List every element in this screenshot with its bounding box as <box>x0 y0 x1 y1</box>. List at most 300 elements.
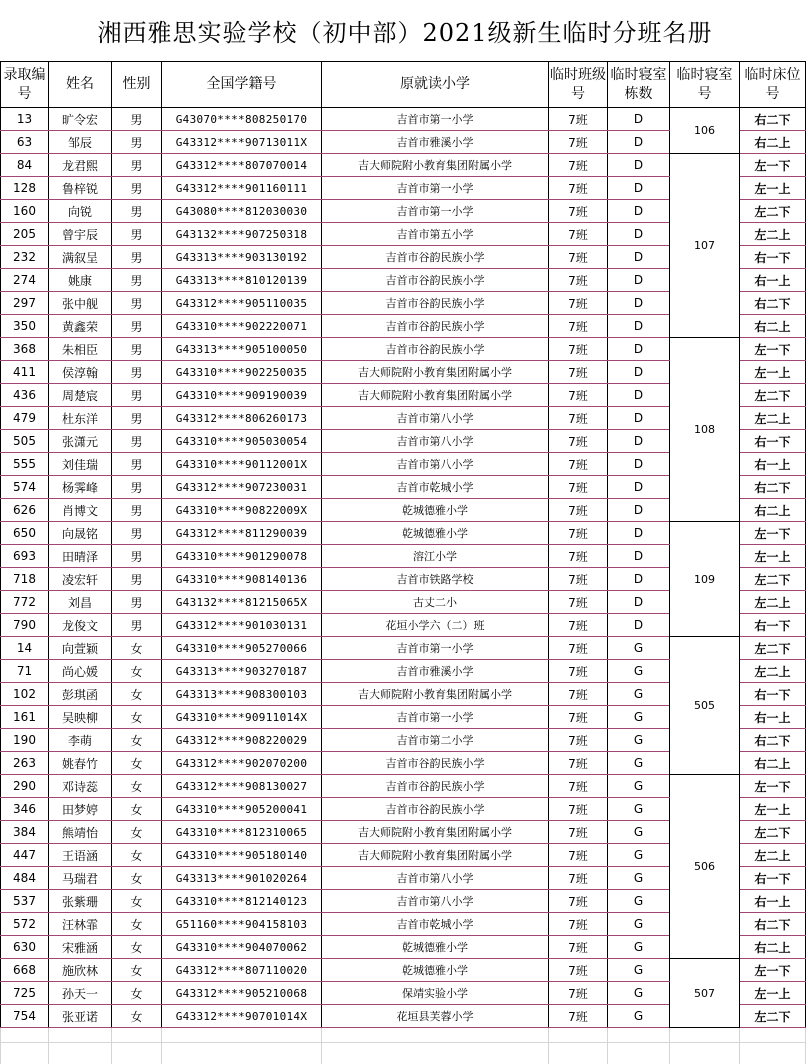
class-cell[interactable]: 7班 <box>549 315 608 338</box>
admit-no-cell[interactable]: 484 <box>1 867 49 890</box>
national-id-cell[interactable]: G43312****811290039 <box>162 522 322 545</box>
gender-cell[interactable]: 女 <box>112 913 162 936</box>
national-id-cell[interactable]: G43310****90112001X <box>162 453 322 476</box>
admit-no-cell[interactable]: 505 <box>1 430 49 453</box>
class-cell[interactable]: 7班 <box>549 821 608 844</box>
gender-cell[interactable]: 女 <box>112 775 162 798</box>
class-cell[interactable]: 7班 <box>549 568 608 591</box>
bed-cell[interactable]: 右一上 <box>740 269 806 292</box>
admit-no-cell[interactable]: 436 <box>1 384 49 407</box>
class-cell[interactable]: 7班 <box>549 729 608 752</box>
national-id-cell[interactable]: G43132****81215065X <box>162 591 322 614</box>
national-id-cell[interactable]: G43312****901030131 <box>162 614 322 637</box>
class-cell[interactable]: 7班 <box>549 476 608 499</box>
admit-no-cell[interactable]: 572 <box>1 913 49 936</box>
admit-no-cell[interactable]: 384 <box>1 821 49 844</box>
admit-no-cell[interactable]: 479 <box>1 407 49 430</box>
gender-cell[interactable]: 男 <box>112 614 162 637</box>
gender-cell[interactable]: 女 <box>112 752 162 775</box>
admit-no-cell[interactable]: 232 <box>1 246 49 269</box>
building-cell[interactable]: G <box>608 729 670 752</box>
gender-cell[interactable]: 女 <box>112 844 162 867</box>
class-cell[interactable]: 7班 <box>549 200 608 223</box>
admit-no-cell[interactable]: 693 <box>1 545 49 568</box>
building-cell[interactable]: D <box>608 131 670 154</box>
admit-no-cell[interactable]: 290 <box>1 775 49 798</box>
school-cell[interactable]: 花垣小学六（二）班 <box>322 614 549 637</box>
building-cell[interactable]: D <box>608 223 670 246</box>
gender-cell[interactable]: 男 <box>112 200 162 223</box>
school-cell[interactable]: 吉首市谷韵民族小学 <box>322 798 549 821</box>
header-gender[interactable]: 性别 <box>112 62 162 108</box>
name-cell[interactable]: 吴映柳 <box>49 706 112 729</box>
bed-cell[interactable]: 左二下 <box>740 1005 806 1028</box>
school-cell[interactable]: 吉首市谷韵民族小学 <box>322 752 549 775</box>
class-cell[interactable]: 7班 <box>549 453 608 476</box>
building-cell[interactable]: G <box>608 706 670 729</box>
building-cell[interactable]: D <box>608 591 670 614</box>
building-cell[interactable]: D <box>608 614 670 637</box>
national-id-cell[interactable]: G43132****907250318 <box>162 223 322 246</box>
national-id-cell[interactable]: G43310****905180140 <box>162 844 322 867</box>
class-cell[interactable]: 7班 <box>549 384 608 407</box>
national-id-cell[interactable]: G43312****908130027 <box>162 775 322 798</box>
class-cell[interactable]: 7班 <box>549 223 608 246</box>
school-cell[interactable]: 吉首市乾城小学 <box>322 913 549 936</box>
national-id-cell[interactable]: G43312****907230031 <box>162 476 322 499</box>
bed-cell[interactable]: 左二上 <box>740 660 806 683</box>
building-cell[interactable]: D <box>608 200 670 223</box>
header-class-no[interactable]: 临时班级号 <box>549 62 608 108</box>
header-dorm-building[interactable]: 临时寝室栋数 <box>608 62 670 108</box>
national-id-cell[interactable]: G43310****90911014X <box>162 706 322 729</box>
school-cell[interactable]: 花垣县芙蓉小学 <box>322 1005 549 1028</box>
name-cell[interactable]: 杨霁峰 <box>49 476 112 499</box>
national-id-cell[interactable]: G43310****904070062 <box>162 936 322 959</box>
admit-no-cell[interactable]: 668 <box>1 959 49 982</box>
admit-no-cell[interactable]: 725 <box>1 982 49 1005</box>
class-cell[interactable]: 7班 <box>549 775 608 798</box>
gender-cell[interactable]: 男 <box>112 292 162 315</box>
building-cell[interactable]: G <box>608 936 670 959</box>
gender-cell[interactable]: 女 <box>112 660 162 683</box>
building-cell[interactable]: G <box>608 959 670 982</box>
room-cell[interactable]: 109 <box>670 522 740 637</box>
school-cell[interactable]: 溶江小学 <box>322 545 549 568</box>
building-cell[interactable]: D <box>608 292 670 315</box>
national-id-cell[interactable]: G43313****908300103 <box>162 683 322 706</box>
gender-cell[interactable]: 女 <box>112 867 162 890</box>
admit-no-cell[interactable]: 63 <box>1 131 49 154</box>
header-admit-no[interactable]: 录取编号 <box>1 62 49 108</box>
table-row[interactable] <box>1 154 806 177</box>
national-id-cell[interactable]: G43312****902070200 <box>162 752 322 775</box>
national-id-cell[interactable]: G43310****905270066 <box>162 637 322 660</box>
national-id-cell[interactable]: G43312****905210068 <box>162 982 322 1005</box>
header-name[interactable]: 姓名 <box>49 62 112 108</box>
name-cell[interactable]: 邓诗蕊 <box>49 775 112 798</box>
national-id-cell[interactable]: G43310****901290078 <box>162 545 322 568</box>
building-cell[interactable]: G <box>608 867 670 890</box>
admit-no-cell[interactable]: 128 <box>1 177 49 200</box>
school-cell[interactable]: 乾城德雅小学 <box>322 499 549 522</box>
bed-cell[interactable]: 右一上 <box>740 706 806 729</box>
name-cell[interactable]: 彭琪函 <box>49 683 112 706</box>
name-cell[interactable]: 宋雅涵 <box>49 936 112 959</box>
bed-cell[interactable]: 右二上 <box>740 131 806 154</box>
building-cell[interactable]: D <box>608 499 670 522</box>
national-id-cell[interactable]: G43313****901020264 <box>162 867 322 890</box>
admit-no-cell[interactable]: 555 <box>1 453 49 476</box>
building-cell[interactable]: D <box>608 361 670 384</box>
class-cell[interactable]: 7班 <box>549 499 608 522</box>
class-cell[interactable]: 7班 <box>549 798 608 821</box>
gender-cell[interactable]: 女 <box>112 982 162 1005</box>
name-cell[interactable]: 龙俊文 <box>49 614 112 637</box>
national-id-cell[interactable]: G43312****90713011X <box>162 131 322 154</box>
school-cell[interactable]: 古丈二小 <box>322 591 549 614</box>
bed-cell[interactable]: 右一下 <box>740 246 806 269</box>
bed-cell[interactable]: 左一下 <box>740 338 806 361</box>
building-cell[interactable]: D <box>608 154 670 177</box>
class-cell[interactable]: 7班 <box>549 269 608 292</box>
bed-cell[interactable]: 右二上 <box>740 499 806 522</box>
school-cell[interactable]: 保靖实验小学 <box>322 982 549 1005</box>
gender-cell[interactable]: 女 <box>112 936 162 959</box>
gender-cell[interactable]: 女 <box>112 1005 162 1028</box>
school-cell[interactable]: 吉首市第八小学 <box>322 407 549 430</box>
bed-cell[interactable]: 右二上 <box>740 315 806 338</box>
gender-cell[interactable]: 男 <box>112 545 162 568</box>
gender-cell[interactable]: 男 <box>112 430 162 453</box>
table-row[interactable] <box>1 775 806 798</box>
name-cell[interactable]: 张潇元 <box>49 430 112 453</box>
building-cell[interactable]: D <box>608 108 670 131</box>
room-cell[interactable]: 506 <box>670 775 740 959</box>
gender-cell[interactable]: 男 <box>112 453 162 476</box>
national-id-cell[interactable]: G43312****807110020 <box>162 959 322 982</box>
school-cell[interactable]: 吉首市乾城小学 <box>322 476 549 499</box>
class-cell[interactable]: 7班 <box>549 752 608 775</box>
class-cell[interactable]: 7班 <box>549 292 608 315</box>
gender-cell[interactable]: 女 <box>112 798 162 821</box>
national-id-cell[interactable]: G43310****908140136 <box>162 568 322 591</box>
name-cell[interactable]: 凌宏轩 <box>49 568 112 591</box>
school-cell[interactable]: 吉大师院附小教育集团附属小学 <box>322 821 549 844</box>
bed-cell[interactable]: 右二下 <box>740 108 806 131</box>
school-cell[interactable]: 吉首市铁路学校 <box>322 568 549 591</box>
name-cell[interactable]: 侯淳翰 <box>49 361 112 384</box>
name-cell[interactable]: 杜东洋 <box>49 407 112 430</box>
national-id-cell[interactable]: G43312****908220029 <box>162 729 322 752</box>
name-cell[interactable]: 旷令宏 <box>49 108 112 131</box>
class-cell[interactable]: 7班 <box>549 683 608 706</box>
national-id-cell[interactable]: G43310****812310065 <box>162 821 322 844</box>
school-cell[interactable]: 吉首市第八小学 <box>322 430 549 453</box>
school-cell[interactable]: 吉首市谷韵民族小学 <box>322 292 549 315</box>
school-cell[interactable]: 乾城德雅小学 <box>322 936 549 959</box>
name-cell[interactable]: 王语涵 <box>49 844 112 867</box>
name-cell[interactable]: 向晟铭 <box>49 522 112 545</box>
national-id-cell[interactable]: G43313****810120139 <box>162 269 322 292</box>
building-cell[interactable]: D <box>608 384 670 407</box>
national-id-cell[interactable]: G43310****905030054 <box>162 430 322 453</box>
bed-cell[interactable]: 右一上 <box>740 453 806 476</box>
name-cell[interactable]: 汪林霏 <box>49 913 112 936</box>
bed-cell[interactable]: 右二上 <box>740 752 806 775</box>
school-cell[interactable]: 吉首市第五小学 <box>322 223 549 246</box>
gender-cell[interactable]: 男 <box>112 315 162 338</box>
national-id-cell[interactable]: G43312****90701014X <box>162 1005 322 1028</box>
building-cell[interactable]: G <box>608 752 670 775</box>
admit-no-cell[interactable]: 411 <box>1 361 49 384</box>
national-id-cell[interactable]: G43070****808250170 <box>162 108 322 131</box>
building-cell[interactable]: D <box>608 269 670 292</box>
building-cell[interactable]: D <box>608 568 670 591</box>
admit-no-cell[interactable]: 102 <box>1 683 49 706</box>
admit-no-cell[interactable]: 346 <box>1 798 49 821</box>
bed-cell[interactable]: 左一上 <box>740 982 806 1005</box>
name-cell[interactable]: 曾宇辰 <box>49 223 112 246</box>
name-cell[interactable]: 邹辰 <box>49 131 112 154</box>
bed-cell[interactable]: 右一下 <box>740 614 806 637</box>
admit-no-cell[interactable]: 626 <box>1 499 49 522</box>
building-cell[interactable]: G <box>608 844 670 867</box>
name-cell[interactable]: 龙君熙 <box>49 154 112 177</box>
admit-no-cell[interactable]: 754 <box>1 1005 49 1028</box>
gender-cell[interactable]: 男 <box>112 407 162 430</box>
school-cell[interactable]: 吉大师院附小教育集团附属小学 <box>322 361 549 384</box>
national-id-cell[interactable]: G43310****909190039 <box>162 384 322 407</box>
bed-cell[interactable]: 左一下 <box>740 522 806 545</box>
name-cell[interactable]: 孙天一 <box>49 982 112 1005</box>
gender-cell[interactable]: 女 <box>112 959 162 982</box>
name-cell[interactable]: 鲁梓锐 <box>49 177 112 200</box>
school-cell[interactable]: 吉大师院附小教育集团附属小学 <box>322 384 549 407</box>
gender-cell[interactable]: 女 <box>112 637 162 660</box>
admit-no-cell[interactable]: 160 <box>1 200 49 223</box>
gender-cell[interactable]: 男 <box>112 476 162 499</box>
school-cell[interactable]: 吉首市谷韵民族小学 <box>322 315 549 338</box>
building-cell[interactable]: D <box>608 177 670 200</box>
header-bed-no[interactable]: 临时床位号 <box>740 62 806 108</box>
class-cell[interactable]: 7班 <box>549 936 608 959</box>
school-cell[interactable]: 吉首市谷韵民族小学 <box>322 338 549 361</box>
name-cell[interactable]: 肖博文 <box>49 499 112 522</box>
admit-no-cell[interactable]: 790 <box>1 614 49 637</box>
national-id-cell[interactable]: G43310****905200041 <box>162 798 322 821</box>
school-cell[interactable]: 吉首市第八小学 <box>322 453 549 476</box>
admit-no-cell[interactable]: 368 <box>1 338 49 361</box>
table-row[interactable] <box>1 338 806 361</box>
name-cell[interactable]: 向萱颖 <box>49 637 112 660</box>
admit-no-cell[interactable]: 574 <box>1 476 49 499</box>
national-id-cell[interactable]: G51160****904158103 <box>162 913 322 936</box>
class-cell[interactable]: 7班 <box>549 913 608 936</box>
admit-no-cell[interactable]: 71 <box>1 660 49 683</box>
admit-no-cell[interactable]: 13 <box>1 108 49 131</box>
building-cell[interactable]: D <box>608 315 670 338</box>
building-cell[interactable]: G <box>608 821 670 844</box>
bed-cell[interactable]: 左二上 <box>740 223 806 246</box>
building-cell[interactable]: D <box>608 453 670 476</box>
admit-no-cell[interactable]: 190 <box>1 729 49 752</box>
school-cell[interactable]: 吉首市谷韵民族小学 <box>322 775 549 798</box>
national-id-cell[interactable]: G43312****806260173 <box>162 407 322 430</box>
admit-no-cell[interactable]: 14 <box>1 637 49 660</box>
bed-cell[interactable]: 左一下 <box>740 154 806 177</box>
bed-cell[interactable]: 左一下 <box>740 775 806 798</box>
building-cell[interactable]: G <box>608 1005 670 1028</box>
bed-cell[interactable]: 右一上 <box>740 890 806 913</box>
bed-cell[interactable]: 左二下 <box>740 200 806 223</box>
bed-cell[interactable]: 左二上 <box>740 591 806 614</box>
building-cell[interactable]: D <box>608 545 670 568</box>
class-cell[interactable]: 7班 <box>549 154 608 177</box>
class-cell[interactable]: 7班 <box>549 1005 608 1028</box>
name-cell[interactable]: 朱相臣 <box>49 338 112 361</box>
bed-cell[interactable]: 左一上 <box>740 177 806 200</box>
gender-cell[interactable]: 男 <box>112 246 162 269</box>
gender-cell[interactable]: 男 <box>112 223 162 246</box>
school-cell[interactable]: 吉首市第一小学 <box>322 200 549 223</box>
national-id-cell[interactable]: G43312****905110035 <box>162 292 322 315</box>
school-cell[interactable]: 吉首市雅溪小学 <box>322 131 549 154</box>
class-cell[interactable]: 7班 <box>549 545 608 568</box>
class-cell[interactable]: 7班 <box>549 982 608 1005</box>
bed-cell[interactable]: 左一上 <box>740 798 806 821</box>
admit-no-cell[interactable]: 263 <box>1 752 49 775</box>
school-cell[interactable]: 吉大师院附小教育集团附属小学 <box>322 844 549 867</box>
building-cell[interactable]: G <box>608 775 670 798</box>
table-row[interactable] <box>1 637 806 660</box>
bed-cell[interactable]: 右一下 <box>740 683 806 706</box>
admit-no-cell[interactable]: 161 <box>1 706 49 729</box>
class-cell[interactable]: 7班 <box>549 660 608 683</box>
bed-cell[interactable]: 左二上 <box>740 844 806 867</box>
class-cell[interactable]: 7班 <box>549 959 608 982</box>
name-cell[interactable]: 张中舰 <box>49 292 112 315</box>
school-cell[interactable]: 吉首市雅溪小学 <box>322 660 549 683</box>
class-cell[interactable]: 7班 <box>549 430 608 453</box>
table-row[interactable] <box>1 959 806 982</box>
gender-cell[interactable]: 男 <box>112 384 162 407</box>
gender-cell[interactable]: 男 <box>112 522 162 545</box>
national-id-cell[interactable]: G43312****901160111 <box>162 177 322 200</box>
gender-cell[interactable]: 男 <box>112 131 162 154</box>
class-cell[interactable]: 7班 <box>549 407 608 430</box>
national-id-cell[interactable]: G43310****90822009X <box>162 499 322 522</box>
gender-cell[interactable]: 女 <box>112 890 162 913</box>
school-cell[interactable]: 吉首市第二小学 <box>322 729 549 752</box>
bed-cell[interactable]: 左一下 <box>740 959 806 982</box>
school-cell[interactable]: 吉首市第一小学 <box>322 177 549 200</box>
name-cell[interactable]: 姚康 <box>49 269 112 292</box>
bed-cell[interactable]: 左二下 <box>740 821 806 844</box>
gender-cell[interactable]: 男 <box>112 338 162 361</box>
school-cell[interactable]: 乾城德雅小学 <box>322 959 549 982</box>
name-cell[interactable]: 刘昌 <box>49 591 112 614</box>
name-cell[interactable]: 向锐 <box>49 200 112 223</box>
building-cell[interactable]: G <box>608 982 670 1005</box>
school-cell[interactable]: 吉首市第一小学 <box>322 706 549 729</box>
class-cell[interactable]: 7班 <box>549 637 608 660</box>
name-cell[interactable]: 施欣林 <box>49 959 112 982</box>
name-cell[interactable]: 熊靖怡 <box>49 821 112 844</box>
bed-cell[interactable]: 左二下 <box>740 568 806 591</box>
national-id-cell[interactable]: G43080****812030030 <box>162 200 322 223</box>
building-cell[interactable]: G <box>608 913 670 936</box>
gender-cell[interactable]: 男 <box>112 177 162 200</box>
school-cell[interactable]: 吉大师院附小教育集团附属小学 <box>322 154 549 177</box>
bed-cell[interactable]: 右二下 <box>740 913 806 936</box>
bed-cell[interactable]: 左二下 <box>740 637 806 660</box>
gender-cell[interactable]: 女 <box>112 706 162 729</box>
building-cell[interactable]: D <box>608 338 670 361</box>
bed-cell[interactable]: 左二下 <box>740 384 806 407</box>
school-cell[interactable]: 吉大师院附小教育集团附属小学 <box>322 683 549 706</box>
school-cell[interactable]: 吉首市第一小学 <box>322 108 549 131</box>
name-cell[interactable]: 田晴泽 <box>49 545 112 568</box>
admit-no-cell[interactable]: 650 <box>1 522 49 545</box>
table-row[interactable] <box>1 108 806 131</box>
national-id-cell[interactable]: G43310****902250035 <box>162 361 322 384</box>
national-id-cell[interactable]: G43310****902220071 <box>162 315 322 338</box>
name-cell[interactable]: 姚春竹 <box>49 752 112 775</box>
admit-no-cell[interactable]: 274 <box>1 269 49 292</box>
name-cell[interactable]: 李萌 <box>49 729 112 752</box>
class-cell[interactable]: 7班 <box>549 361 608 384</box>
admit-no-cell[interactable]: 718 <box>1 568 49 591</box>
name-cell[interactable]: 满叙呈 <box>49 246 112 269</box>
class-cell[interactable]: 7班 <box>549 131 608 154</box>
school-cell[interactable]: 乾城德雅小学 <box>322 522 549 545</box>
gender-cell[interactable]: 男 <box>112 361 162 384</box>
gender-cell[interactable]: 女 <box>112 729 162 752</box>
admit-no-cell[interactable]: 537 <box>1 890 49 913</box>
bed-cell[interactable]: 左一上 <box>740 545 806 568</box>
admit-no-cell[interactable]: 447 <box>1 844 49 867</box>
bed-cell[interactable]: 右二下 <box>740 476 806 499</box>
building-cell[interactable]: D <box>608 522 670 545</box>
class-cell[interactable]: 7班 <box>549 591 608 614</box>
gender-cell[interactable]: 男 <box>112 154 162 177</box>
gender-cell[interactable]: 男 <box>112 269 162 292</box>
building-cell[interactable]: D <box>608 430 670 453</box>
class-cell[interactable]: 7班 <box>549 246 608 269</box>
admit-no-cell[interactable]: 350 <box>1 315 49 338</box>
table-row[interactable] <box>1 522 806 545</box>
building-cell[interactable]: D <box>608 476 670 499</box>
name-cell[interactable]: 田梦婷 <box>49 798 112 821</box>
bed-cell[interactable]: 右二下 <box>740 729 806 752</box>
national-id-cell[interactable]: G43313****905100050 <box>162 338 322 361</box>
admit-no-cell[interactable]: 772 <box>1 591 49 614</box>
name-cell[interactable]: 张紫珊 <box>49 890 112 913</box>
class-cell[interactable]: 7班 <box>549 867 608 890</box>
bed-cell[interactable]: 右二上 <box>740 936 806 959</box>
national-id-cell[interactable]: G43313****903130192 <box>162 246 322 269</box>
admit-no-cell[interactable]: 84 <box>1 154 49 177</box>
name-cell[interactable]: 张亚诺 <box>49 1005 112 1028</box>
national-id-cell[interactable]: G43313****903270187 <box>162 660 322 683</box>
room-cell[interactable]: 507 <box>670 959 740 1028</box>
national-id-cell[interactable]: G43312****807070014 <box>162 154 322 177</box>
gender-cell[interactable]: 男 <box>112 568 162 591</box>
bed-cell[interactable]: 左二上 <box>740 407 806 430</box>
header-prev-school[interactable]: 原就读小学 <box>322 62 549 108</box>
bed-cell[interactable]: 右二下 <box>740 292 806 315</box>
